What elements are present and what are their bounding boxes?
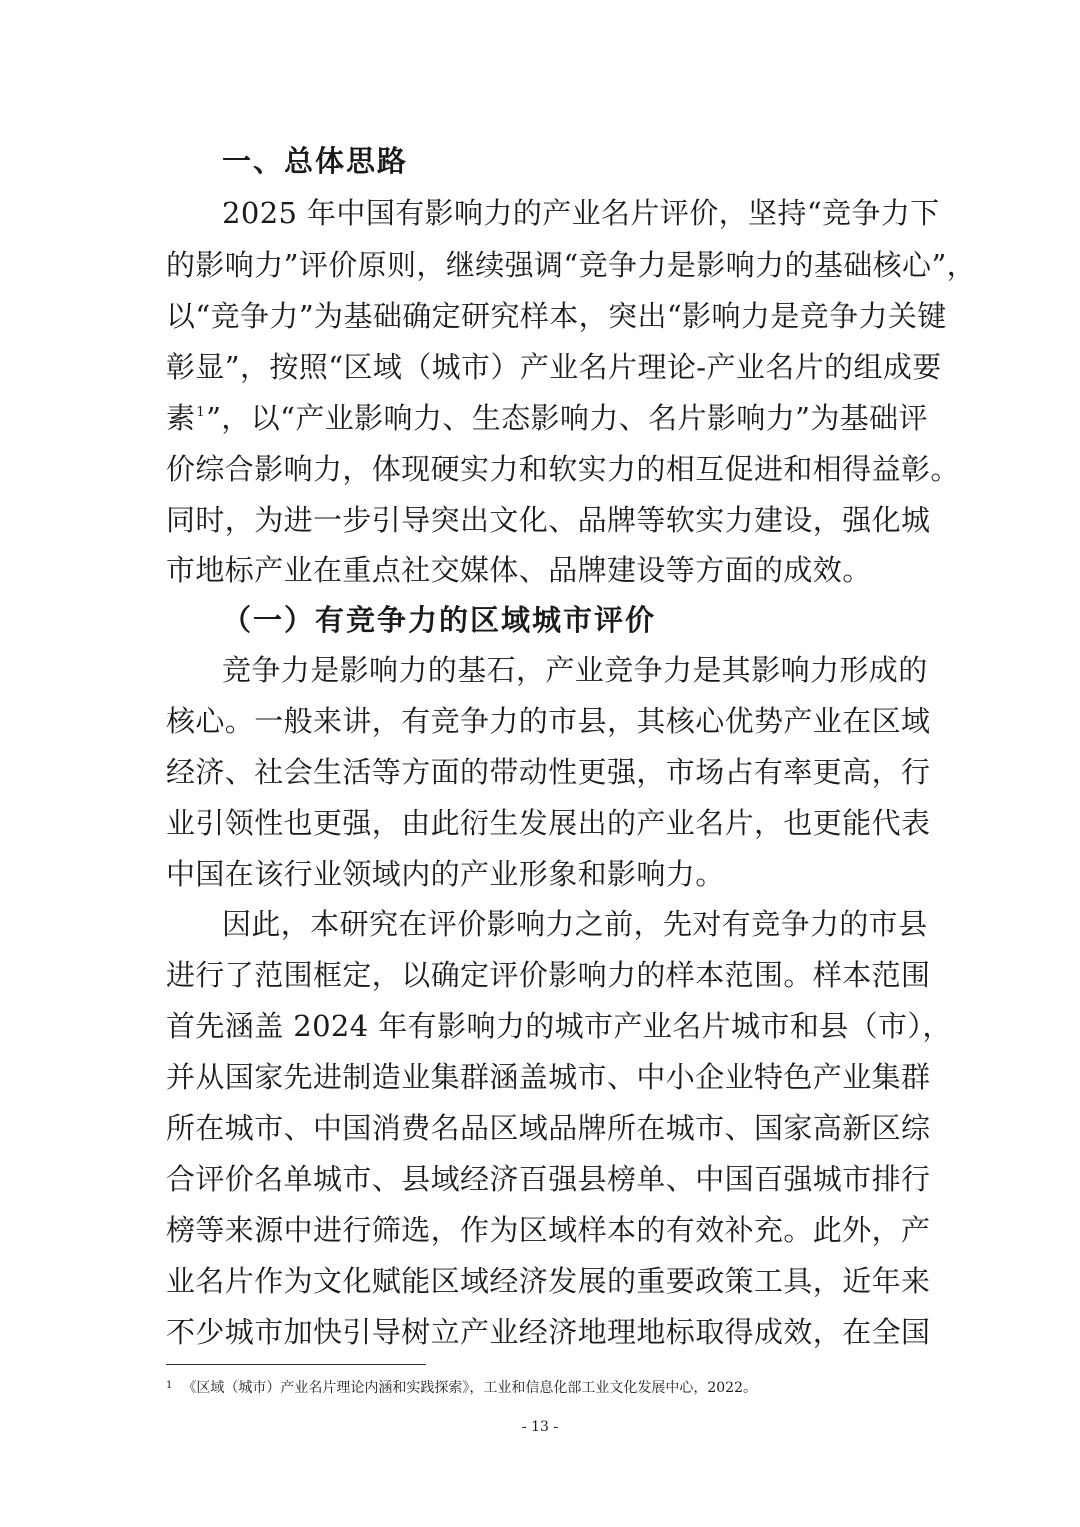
footnote-marker: 1: [166, 1380, 173, 1391]
paragraph-2-line-4: 业引领性也更强，由此衍生发展出的产业名片，也更能代表: [166, 806, 931, 840]
paragraph-3-line-8: 业名片作为文化赋能区域经济发展的重要政策工具，近年来: [166, 1264, 931, 1298]
paragraph-2-line-1: 竞争力是影响力的基石，产业竞争力是其影响力形成的: [222, 653, 928, 687]
paragraph-1-line-3: 以“竞争力”为基础确定研究样本，突出“影响力是竞争力关键: [166, 299, 947, 333]
paragraph-3-line-2: 进行了范围框定，以确定评价影响力的样本范围。样本范围: [166, 958, 931, 992]
paragraph-3-line-7: 榜等来源中进行筛选，作为区域样本的有效补充。此外，产: [166, 1213, 931, 1247]
footnote: [166, 1378, 926, 1398]
paragraph-1-line-1: 2025 年中国有影响力的产业名片评价，坚持“竞争力下: [222, 196, 940, 230]
paragraph-3-line-4: 并从国家先进制造业集群涵盖城市、中小企业特色产业集群: [166, 1060, 931, 1094]
paragraph-3-line-1: 因此，本研究在评价影响力之前，先对有竞争力的市县: [222, 907, 928, 941]
paragraph-1-line-5-text-a: 素: [166, 401, 196, 435]
paragraph-1-line-2: 的影响力”评价原则，继续强调“竞争力是影响力的基础核心”，: [166, 248, 977, 282]
paragraph-2-line-5: 中国在该行业领域内的产业形象和影响力。: [166, 857, 725, 891]
footnote-separator: [166, 1364, 426, 1365]
paragraph-1-line-5: [166, 398, 928, 438]
footnote-reference: 1: [196, 405, 206, 420]
footnote-text: 《区域（城市）产业名片理论内涵和实践探索》，工业和信息化部工业文化发展中心，2022。: [182, 1380, 758, 1396]
paragraph-3-line-5: 所在城市、中国消费名品区域品牌所在城市、国家高新区综: [166, 1111, 931, 1145]
paragraph-1-line-8: 市地标产业在重点社交媒体、品牌建设等方面的成效。: [166, 553, 872, 587]
paragraph-1-line-4: 彰显”，按照“区域（城市）产业名片理论-产业名片的组成要: [166, 350, 942, 384]
page-number: - 13 -: [521, 1419, 559, 1435]
paragraph-1-line-7: 同时，为进一步引导突出文化、品牌等软实力建设，强化城: [166, 503, 931, 537]
paragraph-2-line-3: 经济、社会生活等方面的带动性更强，市场占有率更高，行: [166, 755, 931, 789]
paragraph-3-line-6: 合评价名单城市、县域经济百强县榜单、中国百强城市排行: [166, 1162, 931, 1196]
paragraph-1-line-5-text-b: ”，以“产业影响力、生态影响力、名片影响力”为基础评: [206, 401, 928, 435]
paragraph-3-line-3: 首先涵盖 2024 年有影响力的城市产业名片城市和县（市），: [166, 1009, 952, 1043]
paragraph-3-line-9: 不少城市加快引导树立产业经济地理地标取得成效，在全国: [166, 1315, 931, 1349]
section-heading: 一、总体思路: [222, 144, 409, 178]
paragraph-1-line-6: 价综合影响力，体现硬实力和软实力的相互促进和相得益彰。: [166, 452, 960, 486]
subsection-heading: （一）有竞争力的区域城市评价: [222, 603, 657, 637]
paragraph-2-line-2: 核心。一般来讲，有竞争力的市县，其核心优势产业在区域: [166, 704, 931, 738]
